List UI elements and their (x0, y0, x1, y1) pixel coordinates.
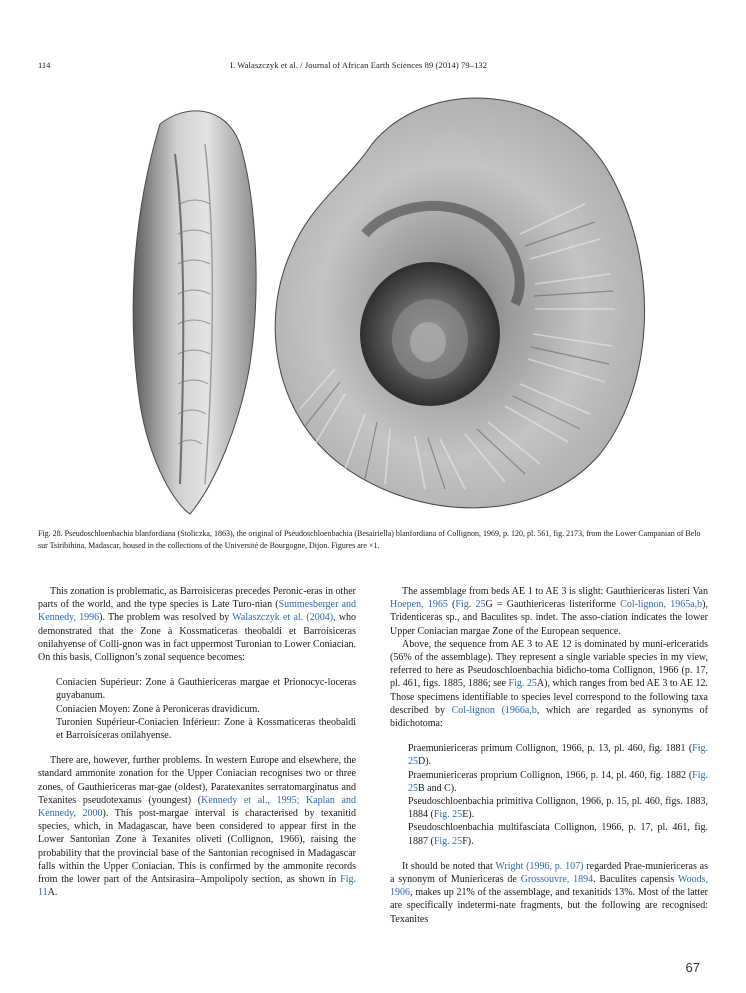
text: ), Tridenticeras sp., and Baculites sp. indet. The asso-ciation indicates the lower Upper Coniacian margae Zone of the European sequence. (390, 599, 708, 637)
text: E). (462, 809, 475, 821)
ammonite-photograph (0, 84, 746, 520)
synonym-list (390, 742, 708, 848)
text: , which are regarded as synonyms of bidichotoma: (390, 704, 708, 730)
ammonite-figure (0, 84, 746, 520)
paragraph (390, 860, 708, 926)
zone-item: Coniacien Moyen: Zone à Peroniceras dravidicum. (56, 703, 260, 715)
figure-link[interactable]: Fig. 25 (508, 678, 537, 690)
text: ). The problem was resolved by (99, 612, 233, 624)
ventral-view (133, 111, 256, 514)
text: It should be noted that (402, 860, 496, 872)
citation-link[interactable]: Hoepen, 1965 (390, 599, 448, 611)
citation-link[interactable]: Wright (1996, p. 107) (495, 860, 584, 872)
synonym-item (408, 795, 708, 821)
left-column (38, 585, 356, 899)
folio-number: 67 (685, 960, 700, 975)
lateral-view (275, 98, 644, 508)
citation-link[interactable]: Col-lignon (1966a,b (451, 704, 537, 716)
citation-link[interactable]: Woods, 1906 (390, 874, 708, 899)
figure-link[interactable]: Fig. 25 (433, 835, 463, 847)
right-column (390, 585, 708, 926)
figure-caption: Fig. 28. Pseudoschloenbachia blanfordiana (Stoliczka, 1863), the original of Pseudoschloenbachia (Besairiella) blanfordiana of Collignon, 1969, p. 120, pl. 561, fig. 2173, from the Lower Campanian of Belo sur Tsiribihina, Madascar, housed in the collections of the Université de Bourgogne, Dijon. Figures are ×1. (38, 529, 701, 550)
paragraph (38, 585, 356, 664)
running-head: I. Walaszczyk et al. / Journal of African Earth Sciences 89 (2014) 79–132 (230, 60, 488, 70)
text: Above, the sequence from AE 3 to AE 12 is dominated by muni-ericeratids (56% of the assemblage). They represent a single variable species in my view, referred to here as Pseudoschloenbachia bidicho-toma Collignon, 1966 (p. 17, pl. 461, figs. 1885, 1886; see (390, 638, 708, 690)
text: B and C). (418, 782, 457, 794)
citation-link[interactable]: Grossouvre, 1894 (520, 874, 594, 886)
paragraph (390, 638, 708, 730)
synonym-item (408, 769, 708, 795)
citation-link[interactable]: Kennedy et al., 1995; Kaplan and Kennedy, 2000 (38, 794, 356, 820)
text: The assemblage from beds AE 1 to AE 3 is slight: Gauthiericeras listeri Van (402, 586, 708, 597)
zone-item: Coniacien Supérieur: Zone à Gauthiericeras margae et Prionocyc-loceras guyabanum. (56, 677, 356, 702)
figure-link[interactable]: Fig. 25 (455, 599, 486, 611)
text: , makes up 21% of the assemblage, and texanitids 13%. Most of the latter are specifically indetermi-nate fragments, but the following are recognised: Texanites (390, 887, 708, 925)
text: A), which ranges from bed AE 3 to AE 12. Those specimens identifiable to species level correspond to the following taxa described by (390, 678, 708, 716)
figure-link[interactable]: Fig. 11 (38, 874, 356, 899)
synonym-item (408, 821, 708, 847)
citation-link[interactable]: Walaszczyk et al. (2004) (232, 612, 334, 624)
citation-link[interactable]: Col-lignon, 1965a,b (620, 599, 703, 611)
text: F). (462, 835, 474, 847)
zonal-sequence-list (38, 676, 356, 742)
text: A. (47, 887, 58, 899)
text: Praemuniericeras primum Collignon, 1966, p. 13, pl. 460, fig. 1881 ( (408, 743, 693, 755)
figure-link[interactable]: Fig. 25 (408, 743, 708, 768)
text: , who demonstrated that the Zone à Kossmaticeras theobaldi et Barroisiceras onilahyense of Colli-gnon was in fact uppermost Turonian to Lower Coniacian. On this basis, Collignon’s zonal sequence becomes: (38, 612, 357, 664)
text: ( (447, 599, 456, 611)
text: This zonation is problematic, as Barroisiceras precedes Peronic-eras in other parts of the world, and the type species is Late Turo-nian ( (38, 586, 357, 611)
paragraph (390, 585, 708, 638)
text: . Baculites capensis (593, 874, 678, 886)
figure-link[interactable]: Fig. 25 (433, 809, 463, 821)
text: Praemuniericeras proprium Collignon, 1966, p. 14, pl. 460, fig. 1882 ( (408, 769, 693, 781)
citation-link[interactable]: Summesberger and Kennedy, 1996 (38, 599, 357, 624)
text: There are, however, further problems. In western Europe and elsewhere, the standard ammonite zonation for the Upper Coniacian recognises two or three zones, of Gauthiericeras mar-gae (oldest), Paratexanites serratomarginatus and Texanites pseudotexanus (youngest) ( (38, 755, 356, 806)
synonym-item (408, 742, 708, 768)
figure-link[interactable]: Fig. 25 (408, 769, 708, 794)
text: D). (418, 756, 432, 768)
text: ). This post-margae interval is characterised by texanitid species, which, in Madagascar, have been considered to appear first in the Lower Santonian Zone à Texanites oliveti (Collignon, 1966), raising the probability that the provincial base of the Santonian recognised in Madagascar falls within the Upper Coniacian. This is confirmed by the ammonite records from the lower part of the Antsirasira–Ampolipoly section, as shown in (38, 808, 356, 886)
text: regarded Prae-muniericeras as a synonym of Muniericeras de (390, 860, 708, 886)
paragraph (38, 754, 356, 899)
text: G = Gauthiericeras listeriforme (485, 599, 621, 611)
zone-item: Turonien Supérieur-Coniacien Inférieur: Zone à Kossmaticeras theobaldi et Barroisiceras onilahyense. (56, 716, 356, 742)
text: Pseudoschloenbachia multifasciata Collignon, 1966, p. 17, pl. 461, fig. 1887 ( (408, 822, 708, 847)
page-number: 114 (38, 60, 51, 70)
text: Pseudoschloenbachia primitiva Collignon, 1966, p. 15, pl. 460, figs. 1883, 1884 ( (408, 796, 708, 821)
